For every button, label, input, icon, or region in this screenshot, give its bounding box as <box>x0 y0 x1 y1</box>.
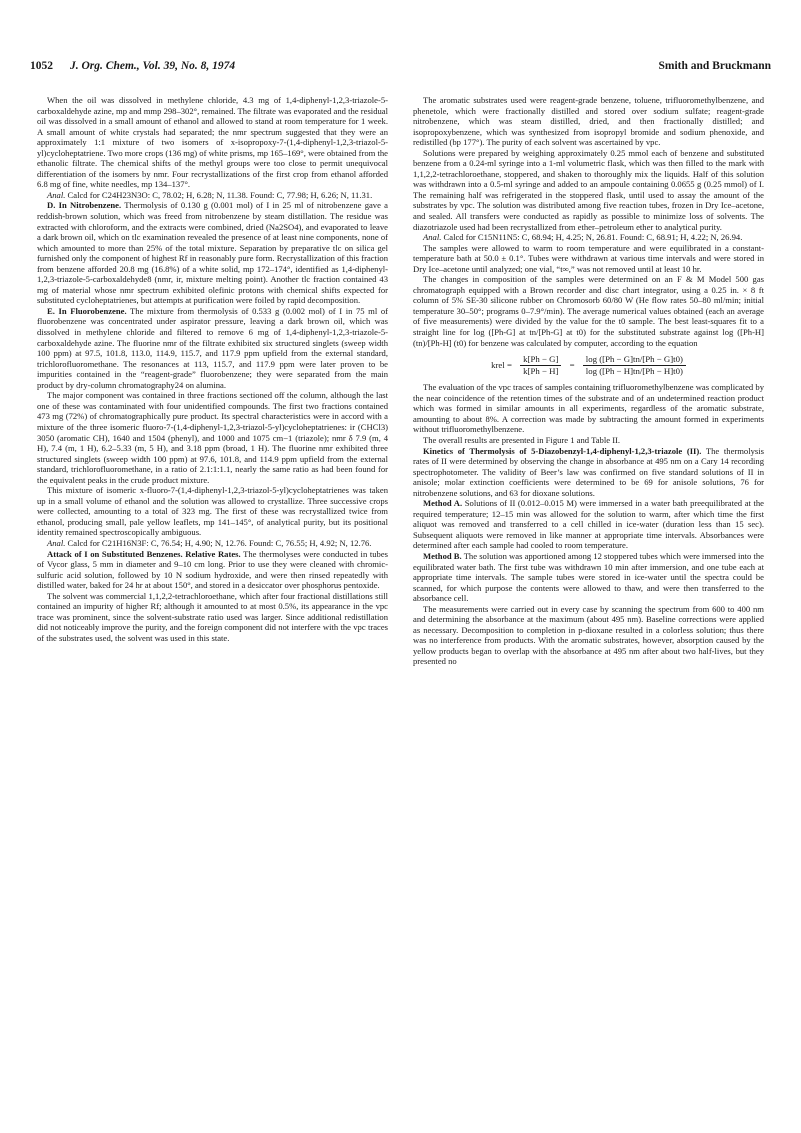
paragraph: The measurements were carried out in every case by scanning the spectrum from 600 to 400 nm and determining the absorbance at the maximum (about 495 nm). Baseline corrections were applied as necessary. Decomposition to completion in p-dioxane resulted in a colorless solution; thus there was no interference from products. With the aromatic substrates, however, absorption caused by the yellow products began to overlap with the absorbance at 495 nm after about two half-lives, but they presented no <box>413 603 764 667</box>
run-in-heading: E. In Fluorobenzene. <box>47 305 127 316</box>
run-in-heading: Method B. <box>423 550 462 561</box>
equation-denominator: k[Ph − H] <box>523 365 559 376</box>
paragraph: The samples were allowed to warm to room temperature and were equilibrated in a constant-temperature bath at 50.0 ± 0.1°. Tubes were withdrawn at various time intervals and were stored in Dry Ice–acetone until analyzed; one vial, “t∞,” was not removed until at least 10 hr. <box>413 242 764 274</box>
equation-numerator: log ([Ph − G]tn/[Ph − G]t0) <box>583 354 686 366</box>
equation-equals: = <box>569 359 575 370</box>
right-column <box>413 95 764 1105</box>
section-paragraph <box>413 498 764 551</box>
paragraph-text: The thermolyses were conducted in tubes of Vycor glass, 5 mm in diameter and 9–10 cm long. Prior to use they were cleaned with chromic-sulfuric acid solution, followed by 10 N sodium hydroxide, and were then rinsed repeatedly with distilled water, baked for 24 hr at about 150°, and stored in a desiccator over phosphorus pentoxide. <box>37 548 388 591</box>
equation-denominator: log ([Ph − H]tn/[Ph − H]t0) <box>585 365 683 376</box>
paragraph: This mixture of isomeric x-fluoro-7-(1,4-diphenyl-1,2,3-triazol-5-yl)cycloheptatrienes was taken up in a small volume of ethanol and the solution was allowed to crystallize. Three successive crops were collected, amounting to a total of 323 mg. The first of these was recrystallized twice from ethanol, producing small, pale yellow leaflets, mp 141–145°, of analytical purity, but its positional identity remained spectroscopically ambiguous. <box>37 485 388 538</box>
page-number: 1052 <box>30 60 53 72</box>
left-column <box>37 95 388 1105</box>
running-authors: Smith and Bruckmann <box>658 60 771 72</box>
section-paragraph <box>413 551 764 604</box>
paragraph: Solutions were prepared by weighing approximately 0.25 mmol each of benzene and substituted benzene from a 0.24-ml syringe into a 1-ml volumetric flask, which was then filled to the mark with 1,1,2,2-tetrachloroethane, stoppered, and shaken to thoroughly mix the liquids. Half of this solution was withdrawn into a 0.5-ml syringe and added to an ampoule containing 0.0655 g (0.25 mmol) of I. The remaining half was refrigerated in the stoppered flask, until used to assay the amount of the substrates by vpc. The solution was distributed among five reaction tubes, frozen in Dry Ice–acetone, and sealed. All transfers were conducted as rapidly as possible to minimize loss of solvents. The diazotriazole used had been recrystallized from ether–petroleum ether to analytical purity. <box>413 147 764 232</box>
paragraph: The major component was contained in three fractions sectioned off the column, although the last one of these was contaminated with four unidentified compounds. The first two fractions contained 473 mg (72%) of chromatographically pure product. Its spectral characteristics were in accord with a mixture of the three isomeric fluoro-7-(1,4-diphenyl-1,2,3-triazol-5-yl)cycloheptatrienes: ir (CHCl3) 3050 (aromatic CH), 1640 and 1504 (phenyl), and 1000 and 1075 cm−1 (triazole); nmr δ 7.9 (m, 4 H), 7.4 (m, 1 H), 6.2–5.33 (m, 5 H), and 3.18 ppm (broad, 1 H). The fluorine nmr exhibited three structured singlets (sweep width 100 ppm) at 97.6, 101.8, and 114.9 ppm upfield from the external standard, trichlorofluoromethane, in a ratio of 2.1:1:1.1, nearly the same ratio as had been found for the equivalent peaks in the crude product mixture. <box>37 390 388 485</box>
equation-numerator: k[Ph − G] <box>520 354 561 366</box>
paragraph-text: Thermolysis of 0.130 g (0.001 mol) of I in 25 ml of nitrobenzene gave a reddish-brown solution, which was freed from nitrobenzene by steam distillation. The residue was extracted with chloroform, and the extracts were combined, dried (Na2SO4), and evaporated to leave a dark brown oil, which on tlc examination revealed the presence of at least nine components, none of which amounted to more than 25% of the total mixture. Separation by preparative tlc on silica gel furnished only the component of highest Rf in reasonably pure form. Recrystallization of this fraction from benzene afforded 20.8 mg (16.8%) of a white solid, mp 172–174°, identified as 1,4-diphenyl-1,2,3-triazole-5-carboxaldehyde8 (nmr, ir, mixture melting point). Another tlc fraction contained 43 mg of material whose nmr spectrum exhibited olefinic protons with chemical shifts expected for substituted cycloheptatrienes, but attempts at purification were foiled by rapid decomposition. <box>37 200 388 306</box>
analysis-paragraph <box>413 232 764 243</box>
analysis-text: Calcd for C24H23N3O: C, 78.02; H, 6.28; N, 11.38. Found: C, 77.98; H, 6.26; N, 11.31. <box>67 189 373 200</box>
analysis-text: Calcd for C15N11N5: C, 68.94; H, 4.25; N, 26.81. Found: C, 68.91; H, 4.22; N, 26.94. <box>443 232 743 243</box>
equation-lhs: krel = <box>491 359 512 370</box>
paragraph: When the oil was dissolved in methylene chloride, 4.3 mg of 1,4-diphenyl-1,2,3-triazole-5-carboxaldehyde azine, mp and mmp 298–302°, remained. The filtrate was evaporated and the residual oil was dissolved in a small amount of ethanol and allowed to stand at room temperature for 1 week. A small amount of white crystals had separated; the nmr spectrum suggested that they were an approximately 1:1 mixture of two isomers of x-isopropoxy-7-(1,4-diphenyl-1,2,3-triazol-5-yl)cycloheptatriene. Two more crops (136 mg) of white prisms, mp 165–169°, were obtained from the ethanolic filtrate. The chemical shifts of the methyl groups were too close to permit unequivocal differentiation of the isomers by nmr. Four recrystallizations of the first crop from ethanol afforded 6.8 mg of fine, white needles, mp 134–137°. <box>37 95 388 190</box>
journal-citation: J. Org. Chem., Vol. 39, No. 8, 1974 <box>70 60 236 72</box>
paragraph-text: The thermolysis rates of II were determined by observing the change in absorbance at 495 nm on a Cary 14 recording spectrophotometer. The validity of Beer’s law was confirmed on five standard solutions of II in anisole; molar extinction coefficients were determined to be 69 for anisole solutions, 76 for nitrobenzene solutions, and 63 for dioxane solutions. <box>413 445 764 498</box>
paragraph: The changes in composition of the samples were determined on an F & M Model 500 gas chromatograph equipped with a Brown recorder and disc chart integrator, using a 0.25 in. × 8 ft column of 5% SE-30 silicone rubber on Chromosorb 60/80 W (He flow rates 50–80 ml/min; initial temperature 30–50°; programs 0–7.9°/min). The average numerical values obtained (each an average of five measurements) were divided by the value for the t0 sample. The best least-squares fit to a straight line for log ([Ph-G] at tn/[Ph-G] at t0) for the substituted substrate against log ([Ph-H] (tn)/[Ph-H] (t0) for benzene was calculated by computer, according to the equation <box>413 274 764 348</box>
run-in-heading: Method A. <box>423 498 463 509</box>
equation-fraction-logs <box>583 354 686 376</box>
rate-equation <box>413 354 764 376</box>
equation-fraction-rates <box>520 354 561 376</box>
analysis-text: Calcd for C21H16N3F: C, 76.54; H, 4.90; N, 12.76. Found: C, 76.55; H, 4.92; N, 12.76. <box>67 537 372 548</box>
analysis-paragraph <box>37 538 388 549</box>
page-header <box>30 60 771 76</box>
section-paragraph <box>37 200 388 305</box>
anal-label: Anal. <box>47 189 66 200</box>
anal-label: Anal. <box>423 232 442 243</box>
paragraph: The aromatic substrates used were reagent-grade benzene, toluene, trifluoromethylbenzene, and phenetole, which were fractionally distilled and stored over sodium sulfate; reagent-grade nitrobenzene, which was steam distilled, dried, and then fractionally distilled; and isopropoxybenzene, which was synthesized from isopropyl bromide and sodium phenoxide, and redistilled (bp 177°). The purity of each solvent was ascertained by vpc. <box>413 95 764 148</box>
run-in-heading: Kinetics of Thermolysis of 5-Diazobenzyl-1,4-diphenyl-1,2,3-triazole (II). <box>423 445 702 456</box>
paragraph: The evaluation of the vpc traces of samples containing trifluoromethylbenzene was complicated by the near coincidence of the retention times of the substrate and of an undetermined reaction product which was formed in similar amounts in all experiments, regardless of the aromatic substrate, amounting to about 8%. A correction was made by subtracting the amount formed in experiments without trifluoromethylbenzene. <box>413 382 764 435</box>
run-in-heading: Attack of I on Substituted Benzenes. Relative Rates. <box>47 548 241 559</box>
paragraph-text: The mixture from thermolysis of 0.533 g (0.002 mol) of I in 75 ml of fluorobenzene was concentrated under aspirator pressure, leaving a dark brown oil, which was dissolved in methylene chloride and filtered to remove 6 mg of 1,4-diphenyl-1,2,3-triazole-5-carboxaldehyde azine. The fluorine nmr of the filtrate exhibited six structured singlets (sweep width 100 ppm) at 97.5, 101.8, 113.0, 114.9, 115.7, and 117.9 ppm upfield from the external standard, trichlorofluoromethane. The resonances at 113, 115.7, and 117.9 ppm were later proven to be impurities contained in the “reagent-grade” fluorobenzene; they were separated from the main product by dry-column chromatography24 on alumina. <box>37 305 388 390</box>
paragraph-text: Solutions of II (0.012–0.015 M) were immersed in a water bath preequilibrated at the required temperature; 12–15 min was allowed for the solution to warm, after which time the first aliquot was removed and transferred to a cell chilled in ice-water (duration less than 15 sec). Subsequent aliquots were removed in like manner at appropriate time intervals. Absorbances were determined after each sample had cooled to room temperature. <box>413 498 764 551</box>
section-paragraph <box>37 306 388 390</box>
paragraph-text: The solution was apportioned among 12 stoppered tubes which were immersed into the equilibrated water bath. The first tube was withdrawn 10 min after immersion, and one tube each at appropriate time intervals. The sample tubes were stored in ice-water until the spectra could be scanned, for which purpose the contents were allowed to thaw, and were then transferred to the absorbance cell. <box>413 550 764 604</box>
analysis-paragraph <box>37 190 388 201</box>
section-paragraph <box>413 446 764 499</box>
paragraph: The overall results are presented in Figure 1 and Table II. <box>423 434 621 445</box>
section-paragraph <box>37 549 388 591</box>
anal-label: Anal. <box>47 537 66 548</box>
run-in-heading: D. In Nitrobenzene. <box>47 200 122 211</box>
paragraph: The solvent was commercial 1,1,2,2-tetrachloroethane, which after four fractional distillations still contained an impurity of higher Rf; although it amounted to at most 0.5%, its appearance in the vpc trace was prominent, since the solvent-substrate ratio used was larger. Since additional redistillation did not noticeably improve the purity, and the foreign component did not interfere with the vpc traces of the substrates used, the solvent was used in this state. <box>37 590 388 643</box>
